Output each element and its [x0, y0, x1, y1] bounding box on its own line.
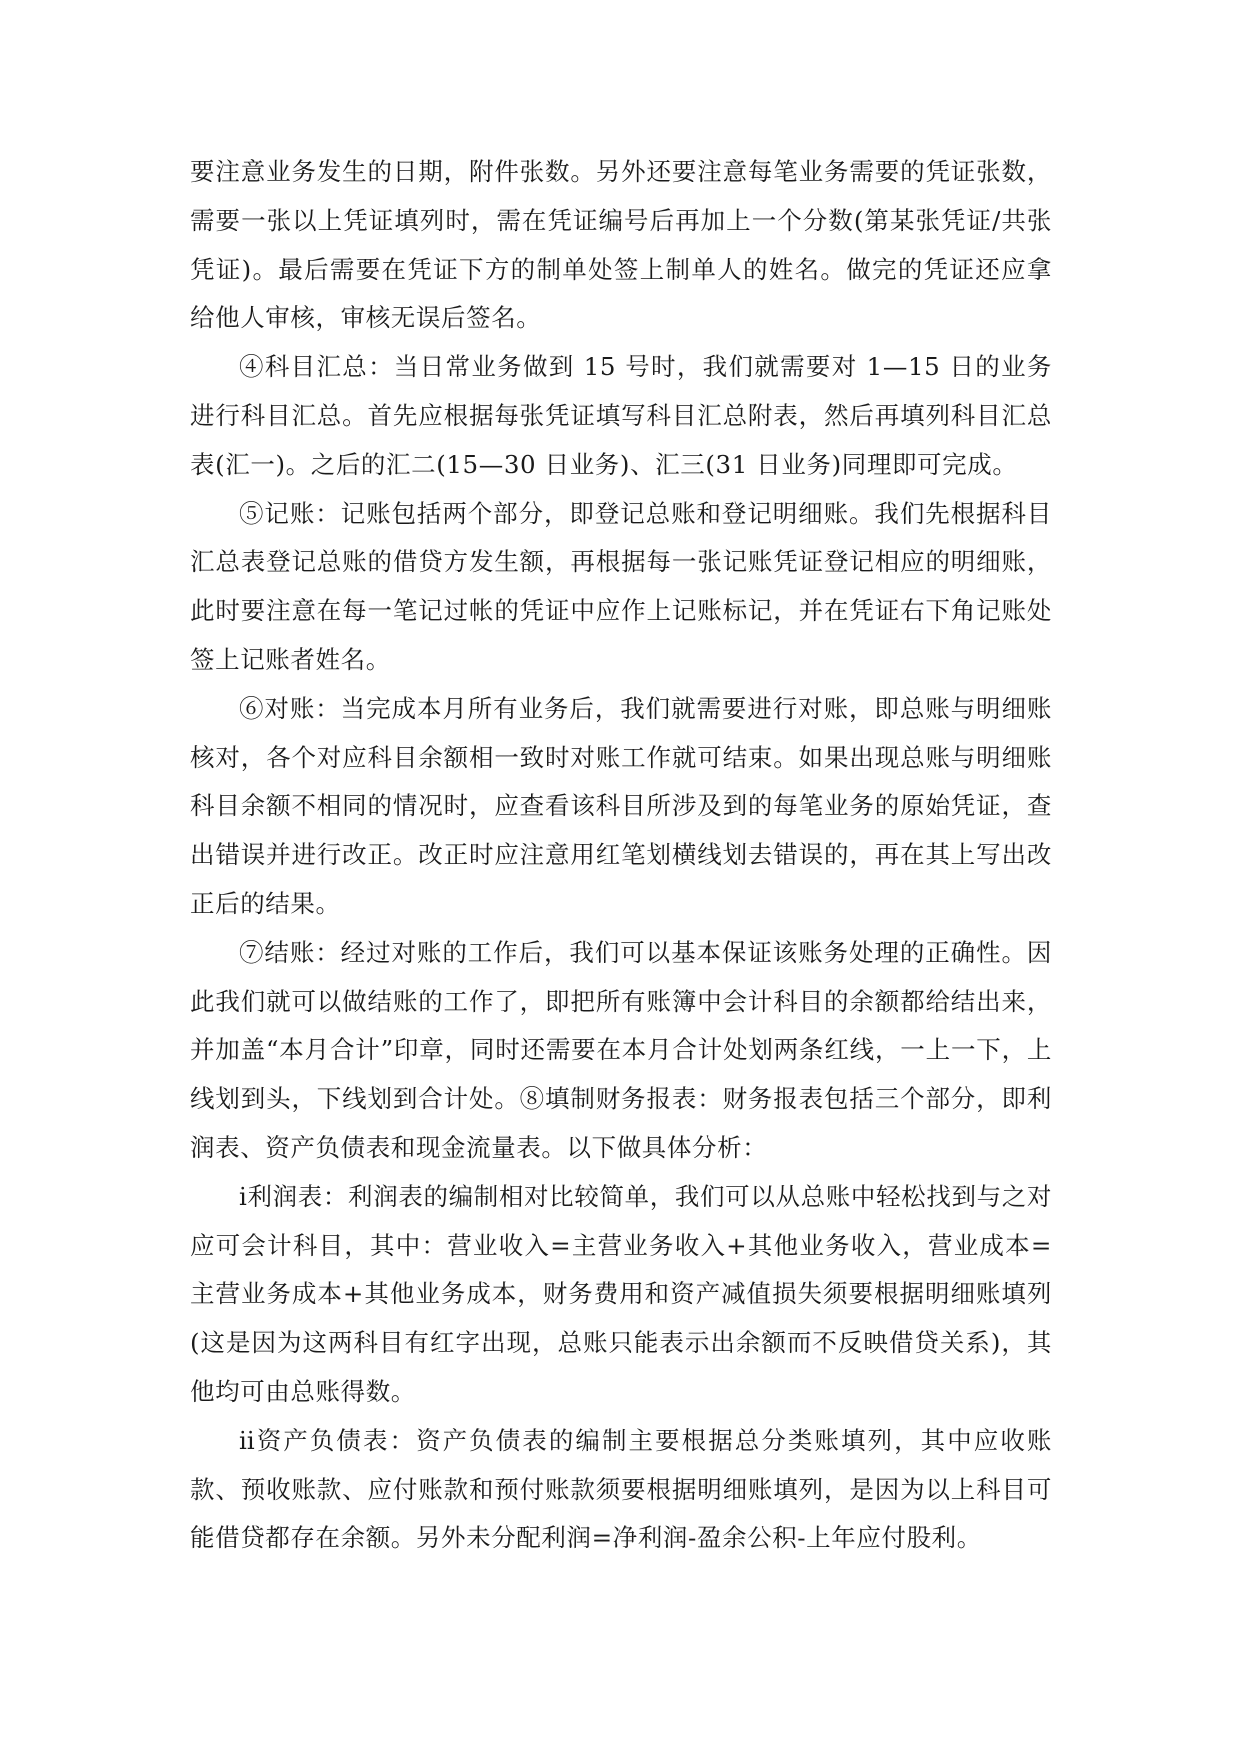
- paragraph-income-statement: ⅰ利润表：利润表的编制相对比较简单，我们可以从总账中轻松找到与之对应可会计科目，其中：营业收入=主营业务收入+其他业务收入，营业成本=主营业务成本+其他业务成本，财务费用和资产减值损失须要根据明细账填列(这是因为这两科目有红字出现，总账只能表示出余额而不反映借贷关系)，其他均可由总账得数。: [190, 1181, 1052, 1406]
- paragraph-account-summary: ④科目汇总：当日常业务做到 15 号时，我们就需要对 1—15 日的业务进行科目汇总。首先应根据每张凭证填写科目汇总附表，然后再填列科目汇总表(汇一)。之后的汇二(15—30 日业务)、汇三(31 日业务)同理即可完成。: [190, 352, 1052, 479]
- paragraph-balance-sheet: ⅱ资产负债表：资产负债表的编制主要根据总分类账填列，其中应收账款、预收账款、应付账款和预付账款须要根据明细账填列，是因为以上科目可能借贷都存在余额。另外未分配利润=净利润-盈余公积-上年应付股利。: [190, 1425, 1052, 1553]
- paragraph-closing-accounts: ⑦结账：经过对账的工作后，我们可以基本保证该账务处理的正确性。因此我们就可以做结账的工作了，即把所有账簿中会计科目的余额都给结出来，并加盖“本月合计”印章，同时还需要在本月合计处划两条红线，一上一下，上线划到头，下线划到合计处。⑧填制财务报表：财务报表包括三个部分，即利润表、资产负债表和现金流量表。以下做具体分析：: [190, 937, 1052, 1162]
- paragraph-reconciliation: ⑥对账：当完成本月所有业务后，我们就需要进行对账，即总账与明细账核对，各个对应科目余额相一致时对账工作就可结束。如果出现总账与明细账科目余额不相同的情况时，应查看该科目所涉及到的每笔业务的原始凭证，查出错误并进行改正。改正时应注意用红笔划横线划去错误的，再在其上写出改正后的结果。: [190, 693, 1052, 918]
- paragraph-bookkeeping: ⑤记账：记账包括两个部分，即登记总账和登记明细账。我们先根据科目汇总表登记总账的借贷方发生额，再根据每一张记账凭证登记相应的明细账，此时要注意在每一笔记过帐的凭证中应作上记账标记，并在凭证右下角记账处签上记账者姓名。: [190, 498, 1052, 674]
- document-page: [190, 148, 1052, 1563]
- paragraph-voucher-notes: 要注意业务发生的日期，附件张数。另外还要注意每笔业务需要的凭证张数，需要一张以上凭证填列时，需在凭证编号后再加上一个分数(第某张凭证/共张凭证)。最后需要在凭证下方的制单处签上制单人的姓名。做完的凭证还应拿给他人审核，审核无误后签名。: [190, 157, 1052, 333]
